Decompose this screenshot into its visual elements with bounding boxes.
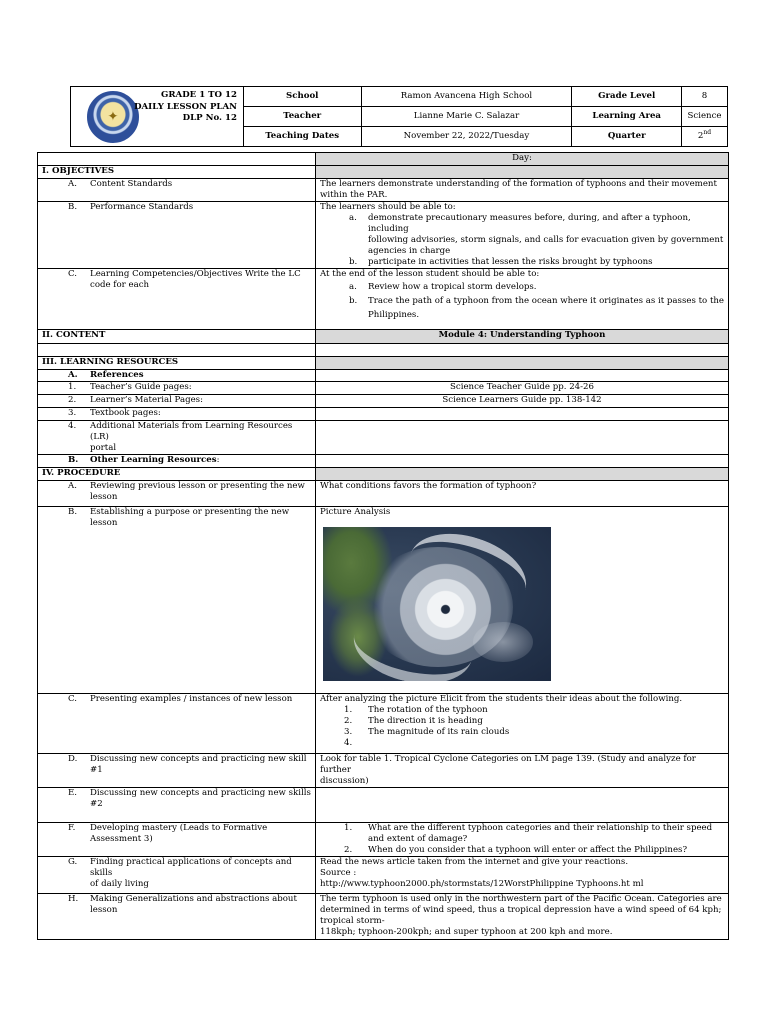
text-line: of daily living <box>90 879 149 889</box>
item-label: Textbook pages: <box>90 408 161 418</box>
list-item <box>320 705 724 716</box>
list-marker: a. <box>349 213 357 223</box>
text-line: Read the news article taken from the internet and give your reactions. <box>320 857 629 867</box>
item-marker: 1. <box>68 382 77 392</box>
quarter-cell <box>682 127 728 147</box>
text-line: 118kph; typhoon-200kph; and super typhoon at 200 kph and more. <box>320 927 613 937</box>
item-marker: B. <box>68 202 78 212</box>
additional-materials-label <box>38 421 316 455</box>
text-line: After analyzing the picture Elicit from the students their ideas about the following. <box>320 694 683 704</box>
establishing-purpose-label <box>38 507 316 694</box>
text-line: Reviewing previous lesson or presenting the new <box>90 481 305 491</box>
content-heading: II. CONTENT <box>38 330 316 344</box>
learning-area-label: Learning Area <box>572 107 682 127</box>
item-label: References <box>90 370 144 380</box>
text-line: agencies in charge <box>368 246 451 256</box>
learning-competencies-value <box>316 269 729 330</box>
item-marker: B. <box>68 455 79 465</box>
content-standards-label <box>38 179 316 202</box>
item-label: Content Standards <box>90 179 173 189</box>
list-item <box>320 282 724 293</box>
generalizations-label <box>38 894 316 940</box>
list-item <box>320 257 724 268</box>
other-resources-label <box>38 455 316 468</box>
quarter-suffix: nd <box>703 129 712 137</box>
item-marker: A. <box>68 179 77 189</box>
learners-material-label <box>38 395 316 408</box>
teachers-guide-value: Science Teacher Guide pp. 24-26 <box>316 382 729 395</box>
text-line: Finding practical applications of concepts and skills <box>90 857 292 878</box>
text-line: demonstrate precautionary measures before, during, and after a typhoon, including <box>368 213 691 234</box>
title-line-plan: DAILY LESSON PLAN <box>134 101 237 112</box>
header-table <box>70 86 728 147</box>
learning-resources-heading: III. LEARNING RESOURCES <box>38 357 316 370</box>
text-line: The learners demonstrate understanding of the formation of typhoons and their movement <box>320 179 717 189</box>
item-label: Learner’s Material Pages: <box>90 395 203 405</box>
references-label <box>38 370 316 382</box>
item-marker: H. <box>68 894 79 904</box>
deped-seal-logo: ✦ <box>87 91 139 143</box>
item-marker: D. <box>68 754 78 764</box>
list-marker: 4. <box>344 738 353 748</box>
list-marker: 1. <box>344 705 353 715</box>
text-line: Additional Materials from Learning Resources (LR) <box>90 421 293 442</box>
textbook-pages-value <box>316 408 729 421</box>
typhoon-satellite-image <box>323 527 551 681</box>
list-marker: 1. <box>344 823 353 833</box>
reviewing-lesson-value: What conditions favors the formation of typhoon? <box>316 481 729 507</box>
list-marker: 2. <box>344 716 353 726</box>
text-line: discussion) <box>320 776 369 786</box>
header-title-cell <box>71 87 244 147</box>
text-line: participate in activities that lessen the risks brought by typhoons <box>368 257 653 267</box>
list-text: The direction it is heading <box>368 716 483 726</box>
list-text: The rotation of the typhoon <box>368 705 488 715</box>
content-blank-cell <box>38 344 316 357</box>
item-marker: G. <box>68 857 78 867</box>
quarter-value: 2 <box>697 131 704 141</box>
performance-standards-label <box>38 202 316 269</box>
list-marker: 2. <box>344 845 353 855</box>
presenting-examples-label <box>38 694 316 754</box>
content-blank-cell <box>316 344 729 357</box>
item-colon: : <box>216 455 220 465</box>
discussing-skill-1-label <box>38 754 316 788</box>
item-label: Presenting examples / instances of new lesson <box>90 694 293 704</box>
learning-competencies-label <box>38 269 316 330</box>
teacher-value: Lianne Marie C. Salazar <box>361 107 572 127</box>
list-item <box>320 727 724 738</box>
text-line: What are the different typhoon categories and their relationship to their speed <box>368 823 713 833</box>
list-text: The magnitude of its rain clouds <box>368 727 510 737</box>
developing-mastery-value <box>316 823 729 857</box>
item-marker: E. <box>68 788 78 798</box>
discussing-skill-1-value <box>316 754 729 788</box>
procedure-heading: IV. PROCEDURE <box>38 468 316 481</box>
teaching-dates-value: November 22, 2022/Tuesday <box>361 127 572 147</box>
objectives-heading-fill <box>316 166 729 179</box>
text-line: lesson <box>90 905 118 915</box>
text-line: portal <box>90 443 117 453</box>
item-marker: A. <box>68 370 78 380</box>
text-line: and extent of damage? <box>368 834 468 844</box>
discussing-skill-2-label <box>38 788 316 823</box>
other-resources-value <box>316 455 729 468</box>
generalizations-value <box>316 894 729 940</box>
school-value: Ramon Avancena High School <box>361 87 572 107</box>
procedure-heading-fill <box>316 468 729 481</box>
text-line: Trace the path of a typhoon from the ocean where it originates as it passes to the <box>368 296 725 306</box>
performance-standards-value <box>316 202 729 269</box>
presenting-examples-value <box>316 694 729 754</box>
text-line: #2 <box>90 799 103 809</box>
item-label: Discussing new concepts and practicing new skill #1 <box>90 754 307 775</box>
text-line: Look for table 1. Tropical Cyclone Categories on LM page 139. (Study and analyze for further <box>320 754 696 775</box>
item-label: Establishing a purpose or presenting the new lesson <box>90 507 290 528</box>
text-line: Review how a tropical storm develops. <box>368 282 537 292</box>
day-blank-cell <box>38 153 316 166</box>
text-line: Developing mastery (Leads to Formative <box>90 823 268 833</box>
title-line-grade: GRADE 1 TO 12 <box>161 90 237 100</box>
list-item <box>320 716 724 727</box>
text-line: Philippines. <box>368 310 420 320</box>
text-line: Learning Competencies/Objectives Write the LC <box>90 269 301 279</box>
text-line: The term typhoon is used only in the northwestern part of the Pacific Ocean. Categories are <box>320 894 722 904</box>
establishing-purpose-value <box>316 507 729 694</box>
text-line: At the end of the lesson student should be able to: <box>320 269 540 279</box>
quarter-label: Quarter <box>572 127 682 147</box>
text-line: Source : <box>320 868 357 878</box>
item-label: Performance Standards <box>90 202 194 212</box>
learning-area-value: Science <box>682 107 728 127</box>
list-item <box>320 213 724 257</box>
text-line: following advisories, storm signals, and calls for evacuation given by government <box>368 235 724 245</box>
list-item <box>320 845 724 856</box>
school-label: School <box>244 87 362 107</box>
lesson-plan-table <box>37 152 729 940</box>
dlp-title <box>134 90 237 125</box>
source-link[interactable]: http://www.typhoon2000.ph/stormstats/12WorstPhilippine Typhoons.ht ml <box>320 879 644 889</box>
item-marker: C. <box>68 269 78 279</box>
text-line: lesson <box>90 492 118 502</box>
reviewing-lesson-label <box>38 481 316 507</box>
teachers-guide-label <box>38 382 316 395</box>
item-marker: F. <box>68 823 76 833</box>
additional-materials-value <box>316 421 729 455</box>
text-line: Assessment 3) <box>90 834 153 844</box>
teaching-dates-label: Teaching Dates <box>244 127 362 147</box>
learning-resources-heading-fill <box>316 357 729 370</box>
item-label: Teacher’s Guide pages: <box>90 382 192 392</box>
list-marker: b. <box>349 257 358 267</box>
grade-level-label: Grade Level <box>572 87 682 107</box>
practical-applications-label <box>38 857 316 894</box>
discussing-skill-2-value <box>316 788 729 823</box>
item-marker: 4. <box>68 421 77 431</box>
item-marker: C. <box>68 694 78 704</box>
list-item <box>320 296 724 321</box>
text-line: code for each <box>90 280 150 290</box>
references-blank <box>316 370 729 382</box>
list-marker: 3. <box>344 727 353 737</box>
day-label: Day: <box>316 153 729 166</box>
item-marker: A. <box>68 481 77 491</box>
text-line: Picture Analysis <box>320 507 391 517</box>
text-line: When do you consider that a typhoon will enter or affect the Philippines? <box>368 845 688 855</box>
cloud-shape <box>473 622 533 662</box>
content-standards-value <box>316 179 729 202</box>
practical-applications-value <box>316 857 729 894</box>
text-line: within the PAR. <box>320 190 388 200</box>
learners-material-value: Science Learners Guide pp. 138-142 <box>316 395 729 408</box>
teacher-label: Teacher <box>244 107 362 127</box>
textbook-pages-label <box>38 408 316 421</box>
item-label: Other Learning Resources <box>90 455 217 465</box>
item-marker: 2. <box>68 395 77 405</box>
list-marker: b. <box>349 296 358 306</box>
objectives-heading: I. OBJECTIVES <box>38 166 316 179</box>
text-line: Making Generalizations and abstractions about <box>90 894 297 904</box>
text-line: Discussing new concepts and practicing new skills <box>90 788 311 798</box>
developing-mastery-label <box>38 823 316 857</box>
item-marker: B. <box>68 507 78 517</box>
item-marker: 3. <box>68 408 77 418</box>
list-item <box>320 823 724 845</box>
title-line-dlp-no: DLP No. 12 <box>182 113 237 123</box>
text-line: determined in terms of wind speed, thus a tropical depression have a wind speed of 64 kph; <box>320 905 722 915</box>
list-marker: a. <box>349 282 357 292</box>
grade-level-value: 8 <box>682 87 728 107</box>
text-line: tropical storm- <box>320 916 385 926</box>
text-line: The learners should be able to: <box>320 202 456 212</box>
module-title: Module 4: Understanding Typhoon <box>316 330 729 344</box>
